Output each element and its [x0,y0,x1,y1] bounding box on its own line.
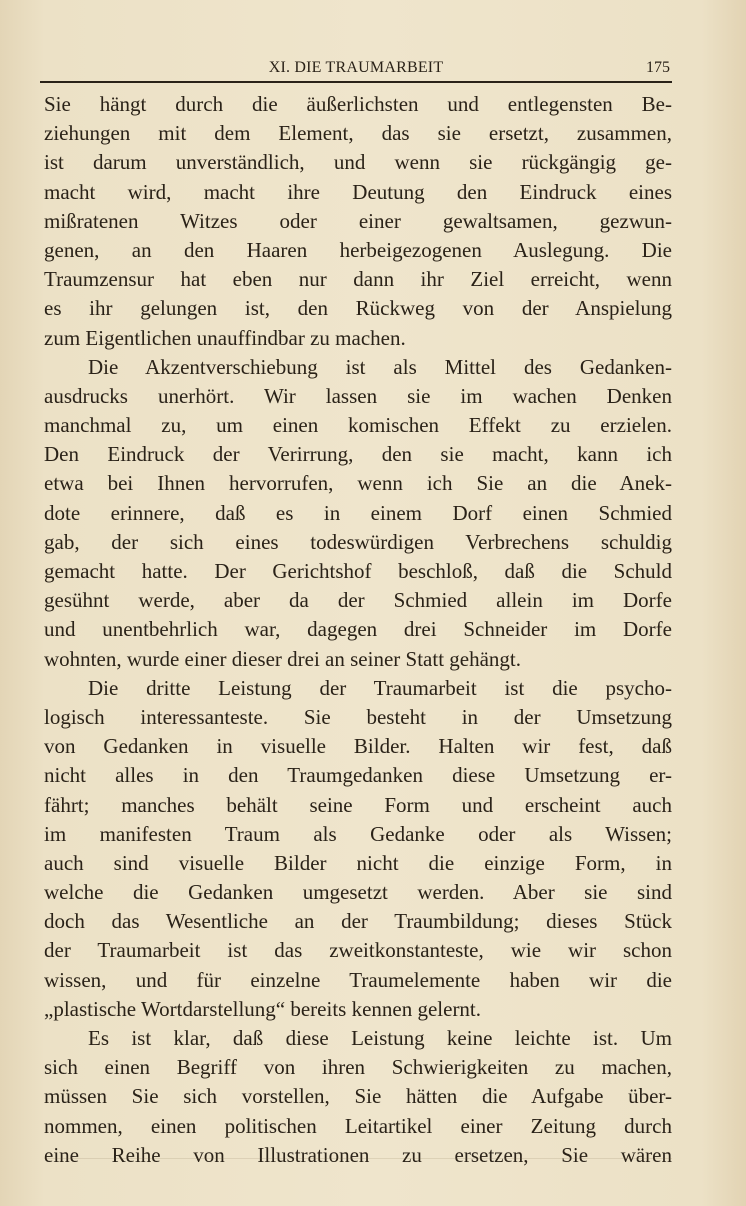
text-line: gab, der sich eines todeswürdigen Verbrechens schuldig [44,529,672,554]
text-line: Den Eindruck der Verirrung, den sie macht, kann ich [44,442,672,467]
text-line: und unentbehrlich war, dagegen drei Schneider im Dorfe [44,617,672,642]
text-line: es ihr gelungen ist, den Rückweg von der Anspielung [44,296,672,321]
text-line: doch das Wesentliche an der Traumbildung; dieses Stück [44,909,672,934]
text-line: auch sind visuelle Bilder nicht die einzige Form, in [44,850,672,875]
text-line: Es ist klar, daß diese Leistung keine leichte ist. Um [88,1026,672,1050]
text-line: im manifesten Traum als Gedanke oder als Wissen; [44,821,672,846]
text-line: müssen Sie sich vorstellen, Sie hätten die Aufgabe über- [44,1084,672,1109]
running-title: XI. DIE TRAUMARBEIT [268,59,444,76]
text-line: wissen, und für einzelne Traumelemente haben wir die [44,967,672,992]
text-line: macht wird, macht ihre Deutung den Eindruck eines [44,179,672,204]
bleed-through-shadow [44,1158,672,1189]
text-line: eine Reihe von Illustrationen zu ersetzen, Sie wären [44,1142,672,1167]
text-line: zum Eigentlichen unauffindbar zu machen. [44,325,406,350]
text-line: nommen, einen politischen Leitartikel einer Zeitung durch [44,1113,672,1138]
text-line: Traumzensur hat eben nur dann ihr Ziel erreicht, wenn [44,267,672,292]
page-number: 175 [646,59,670,76]
text-line: genen, an den Haaren herbeigezogenen Auslegung. Die [44,237,672,262]
text-line: ist darum unverständlich, und wenn sie rückgängig ge- [44,150,672,175]
text-line: logisch interessanteste. Sie besteht in der Umsetzung [44,704,672,729]
text-line: von Gedanken in visuelle Bilder. Halten wir fest, daß [44,734,672,759]
text-line: ausdrucks unerhört. Wir lassen sie im wachen Denken [44,383,672,408]
text-line: gemacht hatte. Der Gerichtshof beschloß, daß die Schuld [44,559,672,583]
body-text [44,90,672,1170]
text-line: etwa bei Ihnen hervorrufen, wenn ich Sie an die Anek- [44,471,672,496]
text-line: Sie hängt durch die äußerlichsten und entlegensten Be- [44,92,672,116]
text-line: gesühnt werde, aber da der Schmied allein im Dorfe [44,588,672,613]
text-line: welche die Gedanken umgesetzt werden. Aber sie sind [44,880,672,905]
text-line: ziehungen mit dem Element, das sie ersetzt, zusammen, [44,121,672,146]
text-line: sich einen Begriff von ihren Schwierigkeiten zu machen, [44,1055,672,1080]
text-line: fährt; manches behält seine Form und erscheint auch [44,792,672,817]
text-line: wohnten, wurde einer dieser drei an seiner Statt gehängt. [44,646,522,671]
text-line: mißratenen Witzes oder einer gewaltsamen, gezwun- [44,208,672,233]
text-line: „plastische Wortdarstellung“ bereits kennen gelernt. [44,996,482,1021]
page-header [40,57,672,81]
text-line: der Traumarbeit ist das zweitkonstanteste, wie wir schon [44,938,672,963]
text-line: Die Akzentverschiebung ist als Mittel des Gedanken- [88,354,672,379]
text-line: nicht alles in den Traumgedanken diese Umsetzung er- [44,763,672,788]
text-line: dote erinnere, daß es in einem Dorf einen Schmied [44,500,672,525]
text-line: Die dritte Leistung der Traumarbeit ist die psycho- [88,675,672,700]
header-rule [40,81,672,83]
text-line: manchmal zu, um einen komischen Effekt zu erzielen. [44,413,672,438]
